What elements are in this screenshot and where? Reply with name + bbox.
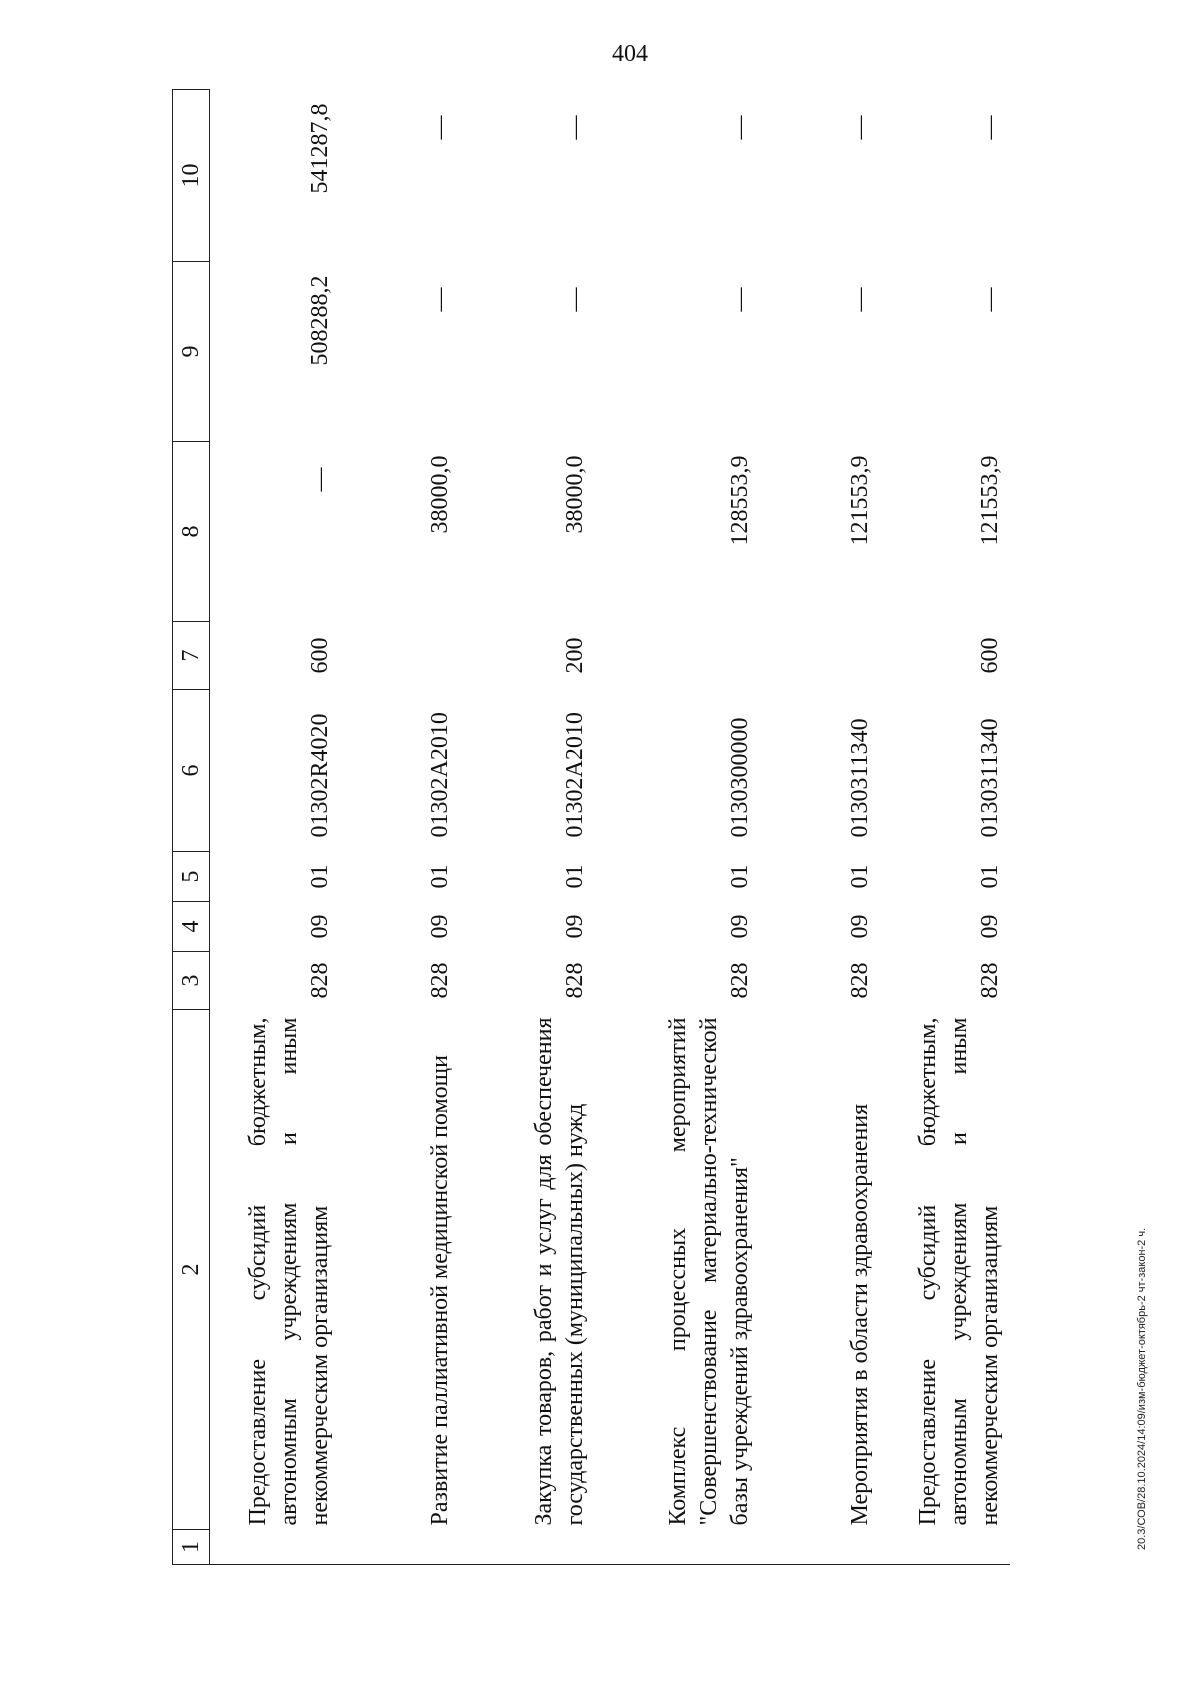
cell-target-article: 0130311340 — [847, 718, 873, 838]
page-number: 404 — [612, 41, 648, 67]
cell-subsection: 01 — [977, 864, 1003, 889]
cell-target-article: 01302R4020 — [307, 713, 333, 838]
cell-subsection: 01 — [847, 864, 873, 889]
cell-expense-type — [760, 622, 880, 690]
cell-name: Развитие паллиативной медицинской помощи — [427, 1055, 453, 1526]
header-col-6: 6 — [173, 690, 210, 852]
cell-subsection: 01 — [307, 864, 333, 889]
table-row — [595, 90, 760, 1565]
cell-amount-8: 121553,9 — [977, 455, 1003, 546]
cell-amount-8: 38000,0 — [427, 455, 453, 534]
header-col-4: 4 — [173, 902, 210, 952]
header-col-2: 2 — [173, 1010, 210, 1530]
header-col-1: 1 — [173, 1530, 210, 1565]
cell-amount-9: — — [847, 287, 873, 312]
cell-name: Предоставление субсидий бюджетным, автономным учреждениям и иным некоммерческим организациям — [915, 1017, 1003, 1526]
cell-name: Комплекс процессных мероприятий "Совершенствование материально-технической базы учреждений здравоохранения" — [665, 1017, 753, 1526]
cell-amount-10: — — [977, 115, 1003, 140]
cell-col-1 — [210, 1530, 341, 1565]
cell-amount-8: — — [307, 467, 333, 492]
cell-ministry: 828 — [307, 962, 333, 999]
header-col-7: 7 — [173, 622, 210, 690]
header-row — [173, 90, 210, 1565]
cell-ministry: 828 — [847, 962, 873, 999]
header-col-10: 10 — [173, 90, 210, 262]
cell-amount-9: — — [427, 287, 453, 312]
footer-stamp: 20.3/СОВ/28.10.2024/14:09/изм-бюджет-октябрь-2 чт-закон-2 ч. — [1136, 1227, 1148, 1550]
cell-ministry: 828 — [727, 962, 753, 999]
table-row — [210, 90, 341, 1565]
cell-section: 09 — [847, 914, 873, 939]
cell-col-1 — [340, 1530, 460, 1565]
cell-col-1 — [760, 1530, 880, 1565]
cell-amount-10: — — [427, 115, 453, 140]
cell-amount-10: — — [562, 115, 588, 140]
cell-ministry: 828 — [562, 962, 588, 999]
cell-amount-9: — — [727, 287, 753, 312]
header-col-3: 3 — [173, 952, 210, 1010]
cell-col-1 — [460, 1530, 595, 1565]
cell-col-1 — [595, 1530, 760, 1565]
cell-section: 09 — [427, 914, 453, 939]
cell-expense-type — [595, 622, 760, 690]
cell-name: Мероприятия в области здравоохранения — [847, 1103, 873, 1526]
cell-amount-10: 541287,8 — [307, 103, 333, 194]
cell-amount-9: — — [977, 287, 1003, 312]
cell-amount-9: 508288,2 — [307, 275, 333, 366]
cell-amount-10: — — [727, 115, 753, 140]
cell-expense-type: 200 — [562, 637, 588, 674]
header-col-5: 5 — [173, 852, 210, 902]
cell-ministry: 828 — [977, 962, 1003, 999]
cell-amount-9: — — [562, 287, 588, 312]
cell-section: 09 — [727, 914, 753, 939]
cell-name: Закупка товаров, работ и услуг для обеспечения государственных (муниципальных) нужд — [531, 1017, 588, 1526]
cell-section: 09 — [562, 914, 588, 939]
cell-target-article: 0130311340 — [977, 718, 1003, 838]
cell-subsection: 01 — [427, 864, 453, 889]
cell-section: 09 — [307, 914, 333, 939]
budget-table — [172, 89, 1010, 1565]
cell-section: 09 — [977, 914, 1003, 939]
cell-col-1 — [880, 1530, 1010, 1565]
cell-expense-type: 600 — [307, 637, 333, 674]
cell-name: Предоставление субсидий бюджетным, автономным учреждениям и иным некоммерческим организациям — [245, 1017, 333, 1526]
cell-expense-type: 600 — [977, 637, 1003, 674]
cell-expense-type — [340, 622, 460, 690]
table-row — [460, 90, 595, 1565]
table-row — [340, 90, 460, 1565]
cell-target-article: 0130300000 — [727, 717, 753, 838]
budget-table-rotated — [172, 90, 1003, 1565]
cell-ministry: 828 — [427, 962, 453, 999]
cell-subsection: 01 — [727, 864, 753, 889]
header-col-8: 8 — [173, 442, 210, 622]
cell-amount-8: 38000,0 — [562, 455, 588, 534]
header-col-9: 9 — [173, 262, 210, 442]
cell-subsection: 01 — [562, 864, 588, 889]
cell-target-article: 01302A2010 — [562, 712, 588, 838]
table-row — [880, 90, 1010, 1565]
table-row — [760, 90, 880, 1565]
cell-amount-8: 128553,9 — [727, 455, 753, 546]
cell-amount-8: 121553,9 — [847, 455, 873, 546]
cell-amount-10: — — [847, 115, 873, 140]
cell-target-article: 01302A2010 — [427, 712, 453, 838]
